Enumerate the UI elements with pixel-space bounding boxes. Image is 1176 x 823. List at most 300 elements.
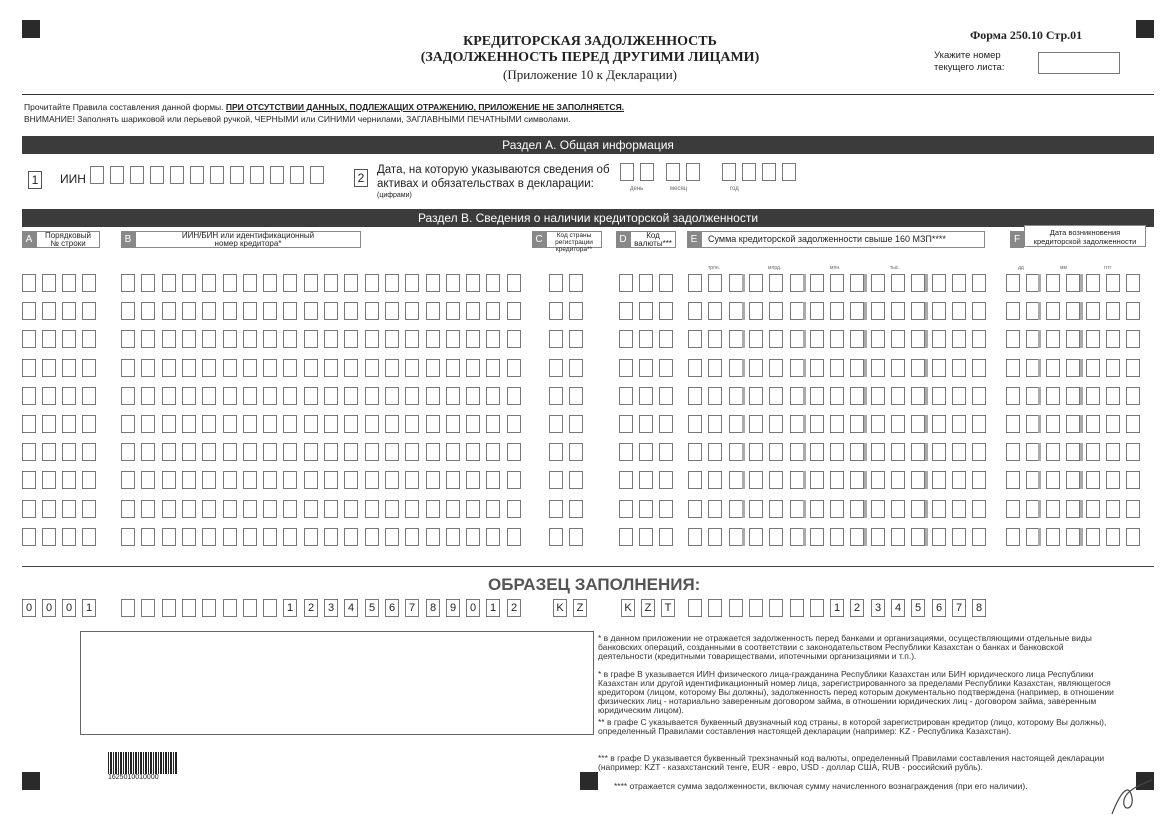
- row-number-cell[interactable]: [22, 330, 36, 348]
- amount-digit-cell[interactable]: [688, 330, 702, 348]
- amount-digit-cell[interactable]: [891, 359, 905, 377]
- creditor-id-cell[interactable]: [202, 387, 216, 405]
- amount-digit-cell[interactable]: [769, 500, 783, 518]
- creditor-id-cell[interactable]: [202, 471, 216, 489]
- date-cell[interactable]: [1086, 274, 1100, 292]
- amount-digit-cell[interactable]: [790, 302, 804, 320]
- date-cell[interactable]: [1006, 359, 1020, 377]
- currency-code-cell[interactable]: [659, 330, 673, 348]
- creditor-id-cell[interactable]: [446, 330, 460, 348]
- creditor-id-cell[interactable]: [446, 274, 460, 292]
- amount-digit-cell[interactable]: [830, 330, 844, 348]
- creditor-id-cell[interactable]: [141, 274, 155, 292]
- amount-digit-cell[interactable]: [790, 387, 804, 405]
- amount-digit-cell[interactable]: [972, 443, 986, 461]
- amount-digit-cell[interactable]: [830, 387, 844, 405]
- creditor-id-cell[interactable]: [283, 330, 297, 348]
- creditor-id-cell[interactable]: [446, 302, 460, 320]
- creditor-id-cell[interactable]: [202, 330, 216, 348]
- date-cell[interactable]: [1066, 500, 1080, 518]
- date-cell[interactable]: [1106, 500, 1120, 518]
- amount-digit-cell[interactable]: [790, 415, 804, 433]
- creditor-id-cell[interactable]: [263, 302, 277, 320]
- creditor-id-cell[interactable]: [263, 471, 277, 489]
- creditor-id-cell[interactable]: [182, 387, 196, 405]
- currency-code-cell[interactable]: [659, 528, 673, 546]
- creditor-id-cell[interactable]: [324, 359, 338, 377]
- creditor-id-cell[interactable]: [202, 359, 216, 377]
- amount-digit-cell[interactable]: [871, 359, 885, 377]
- amount-digit-cell[interactable]: [790, 274, 804, 292]
- amount-digit-cell[interactable]: [891, 387, 905, 405]
- currency-code-cell[interactable]: [639, 471, 653, 489]
- creditor-id-cell[interactable]: [426, 330, 440, 348]
- amount-digit-cell[interactable]: [830, 500, 844, 518]
- amount-digit-cell[interactable]: [871, 330, 885, 348]
- amount-digit-cell[interactable]: [769, 274, 783, 292]
- amount-digit-cell[interactable]: [891, 443, 905, 461]
- amount-digit-cell[interactable]: [688, 359, 702, 377]
- creditor-id-cell[interactable]: [121, 359, 135, 377]
- amount-digit-cell[interactable]: [749, 387, 763, 405]
- amount-digit-cell[interactable]: [769, 528, 783, 546]
- country-code-cell[interactable]: [549, 415, 563, 433]
- date-cell[interactable]: [1106, 528, 1120, 546]
- date-cell[interactable]: [1126, 359, 1140, 377]
- currency-code-cell[interactable]: [619, 415, 633, 433]
- creditor-id-cell[interactable]: [223, 330, 237, 348]
- creditor-id-cell[interactable]: [162, 359, 176, 377]
- creditor-id-cell[interactable]: [243, 359, 257, 377]
- creditor-id-cell[interactable]: [141, 415, 155, 433]
- row-number-cell[interactable]: [62, 528, 76, 546]
- amount-digit-cell[interactable]: [749, 274, 763, 292]
- creditor-id-cell[interactable]: [466, 528, 480, 546]
- amount-digit-cell[interactable]: [769, 415, 783, 433]
- creditor-id-cell[interactable]: [324, 500, 338, 518]
- amount-digit-cell[interactable]: [891, 500, 905, 518]
- creditor-id-cell[interactable]: [223, 443, 237, 461]
- amount-digit-cell[interactable]: [830, 274, 844, 292]
- amount-digit-cell[interactable]: [891, 528, 905, 546]
- amount-digit-cell[interactable]: [972, 471, 986, 489]
- amount-digit-cell[interactable]: [850, 415, 864, 433]
- creditor-id-cell[interactable]: [486, 415, 500, 433]
- creditor-id-cell[interactable]: [263, 330, 277, 348]
- currency-code-cell[interactable]: [639, 274, 653, 292]
- amount-digit-cell[interactable]: [972, 415, 986, 433]
- creditor-id-cell[interactable]: [283, 274, 297, 292]
- date-cell[interactable]: [1106, 387, 1120, 405]
- creditor-id-cell[interactable]: [426, 471, 440, 489]
- amount-digit-cell[interactable]: [688, 415, 702, 433]
- creditor-id-cell[interactable]: [385, 274, 399, 292]
- creditor-id-cell[interactable]: [365, 528, 379, 546]
- creditor-id-cell[interactable]: [365, 302, 379, 320]
- row-number-cell[interactable]: [62, 500, 76, 518]
- iin-digit-cell[interactable]: [130, 166, 144, 184]
- amount-digit-cell[interactable]: [708, 330, 722, 348]
- creditor-id-cell[interactable]: [283, 415, 297, 433]
- amount-digit-cell[interactable]: [871, 387, 885, 405]
- creditor-id-cell[interactable]: [426, 359, 440, 377]
- amount-digit-cell[interactable]: [790, 443, 804, 461]
- creditor-id-cell[interactable]: [466, 330, 480, 348]
- amount-digit-cell[interactable]: [871, 471, 885, 489]
- creditor-id-cell[interactable]: [162, 330, 176, 348]
- currency-code-cell[interactable]: [639, 500, 653, 518]
- date-cell[interactable]: [1126, 415, 1140, 433]
- currency-code-cell[interactable]: [639, 415, 653, 433]
- creditor-id-cell[interactable]: [344, 471, 358, 489]
- creditor-id-cell[interactable]: [162, 274, 176, 292]
- creditor-id-cell[interactable]: [202, 274, 216, 292]
- amount-digit-cell[interactable]: [952, 359, 966, 377]
- country-code-cell[interactable]: [549, 443, 563, 461]
- creditor-id-cell[interactable]: [243, 500, 257, 518]
- currency-code-cell[interactable]: [619, 471, 633, 489]
- amount-digit-cell[interactable]: [688, 500, 702, 518]
- amount-digit-cell[interactable]: [850, 500, 864, 518]
- currency-code-cell[interactable]: [639, 302, 653, 320]
- amount-digit-cell[interactable]: [952, 387, 966, 405]
- date-cell[interactable]: [1106, 274, 1120, 292]
- row-number-cell[interactable]: [62, 471, 76, 489]
- amount-digit-cell[interactable]: [810, 500, 824, 518]
- creditor-id-cell[interactable]: [202, 302, 216, 320]
- amount-digit-cell[interactable]: [932, 500, 946, 518]
- amount-digit-cell[interactable]: [850, 443, 864, 461]
- iin-digit-cell[interactable]: [310, 166, 324, 184]
- iin-digit-cell[interactable]: [110, 166, 124, 184]
- currency-code-cell[interactable]: [639, 359, 653, 377]
- row-number-cell[interactable]: [82, 528, 96, 546]
- row-number-cell[interactable]: [42, 443, 56, 461]
- creditor-id-cell[interactable]: [223, 500, 237, 518]
- creditor-id-cell[interactable]: [141, 302, 155, 320]
- row-number-cell[interactable]: [82, 415, 96, 433]
- country-code-cell[interactable]: [549, 387, 563, 405]
- country-code-cell[interactable]: [549, 330, 563, 348]
- creditor-id-cell[interactable]: [162, 415, 176, 433]
- creditor-id-cell[interactable]: [324, 274, 338, 292]
- creditor-id-cell[interactable]: [426, 387, 440, 405]
- amount-digit-cell[interactable]: [972, 274, 986, 292]
- creditor-id-cell[interactable]: [405, 528, 419, 546]
- date-digit-cell[interactable]: [620, 163, 634, 181]
- creditor-id-cell[interactable]: [446, 528, 460, 546]
- date-cell[interactable]: [1046, 443, 1060, 461]
- creditor-id-cell[interactable]: [344, 528, 358, 546]
- date-cell[interactable]: [1106, 415, 1120, 433]
- amount-digit-cell[interactable]: [972, 359, 986, 377]
- amount-digit-cell[interactable]: [952, 471, 966, 489]
- creditor-id-cell[interactable]: [486, 359, 500, 377]
- date-cell[interactable]: [1046, 330, 1060, 348]
- currency-code-cell[interactable]: [639, 387, 653, 405]
- creditor-id-cell[interactable]: [324, 330, 338, 348]
- amount-digit-cell[interactable]: [972, 528, 986, 546]
- amount-digit-cell[interactable]: [729, 415, 743, 433]
- date-cell[interactable]: [1106, 443, 1120, 461]
- amount-digit-cell[interactable]: [790, 528, 804, 546]
- creditor-id-cell[interactable]: [385, 471, 399, 489]
- amount-digit-cell[interactable]: [810, 528, 824, 546]
- creditor-id-cell[interactable]: [162, 471, 176, 489]
- amount-digit-cell[interactable]: [769, 443, 783, 461]
- country-code-cell[interactable]: [569, 330, 583, 348]
- row-number-cell[interactable]: [22, 443, 36, 461]
- amount-digit-cell[interactable]: [749, 528, 763, 546]
- row-number-cell[interactable]: [82, 302, 96, 320]
- amount-digit-cell[interactable]: [891, 415, 905, 433]
- amount-digit-cell[interactable]: [790, 359, 804, 377]
- creditor-id-cell[interactable]: [324, 415, 338, 433]
- amount-digit-cell[interactable]: [891, 471, 905, 489]
- amount-digit-cell[interactable]: [850, 387, 864, 405]
- amount-digit-cell[interactable]: [911, 528, 925, 546]
- amount-digit-cell[interactable]: [830, 359, 844, 377]
- creditor-id-cell[interactable]: [121, 471, 135, 489]
- date-cell[interactable]: [1106, 471, 1120, 489]
- row-number-cell[interactable]: [62, 415, 76, 433]
- amount-digit-cell[interactable]: [952, 330, 966, 348]
- creditor-id-cell[interactable]: [486, 330, 500, 348]
- amount-digit-cell[interactable]: [911, 359, 925, 377]
- creditor-id-cell[interactable]: [405, 302, 419, 320]
- creditor-id-cell[interactable]: [121, 330, 135, 348]
- creditor-id-cell[interactable]: [466, 274, 480, 292]
- creditor-id-cell[interactable]: [202, 528, 216, 546]
- creditor-id-cell[interactable]: [283, 359, 297, 377]
- amount-digit-cell[interactable]: [729, 330, 743, 348]
- creditor-id-cell[interactable]: [283, 471, 297, 489]
- creditor-id-cell[interactable]: [446, 471, 460, 489]
- creditor-id-cell[interactable]: [223, 359, 237, 377]
- row-number-cell[interactable]: [22, 387, 36, 405]
- country-code-cell[interactable]: [569, 443, 583, 461]
- row-number-cell[interactable]: [82, 443, 96, 461]
- creditor-id-cell[interactable]: [426, 528, 440, 546]
- currency-code-cell[interactable]: [619, 528, 633, 546]
- creditor-id-cell[interactable]: [263, 528, 277, 546]
- row-number-cell[interactable]: [62, 274, 76, 292]
- amount-digit-cell[interactable]: [810, 443, 824, 461]
- date-cell[interactable]: [1126, 443, 1140, 461]
- row-number-cell[interactable]: [62, 387, 76, 405]
- creditor-id-cell[interactable]: [344, 330, 358, 348]
- creditor-id-cell[interactable]: [426, 443, 440, 461]
- row-number-cell[interactable]: [22, 274, 36, 292]
- creditor-id-cell[interactable]: [466, 443, 480, 461]
- date-cell[interactable]: [1126, 500, 1140, 518]
- creditor-id-cell[interactable]: [223, 387, 237, 405]
- creditor-id-cell[interactable]: [121, 274, 135, 292]
- currency-code-cell[interactable]: [639, 443, 653, 461]
- amount-digit-cell[interactable]: [769, 302, 783, 320]
- iin-digit-cell[interactable]: [230, 166, 244, 184]
- date-cell[interactable]: [1086, 330, 1100, 348]
- amount-digit-cell[interactable]: [708, 359, 722, 377]
- row-number-cell[interactable]: [22, 528, 36, 546]
- creditor-id-cell[interactable]: [182, 471, 196, 489]
- creditor-id-cell[interactable]: [466, 387, 480, 405]
- country-code-cell[interactable]: [569, 528, 583, 546]
- date-cell[interactable]: [1126, 274, 1140, 292]
- row-number-cell[interactable]: [82, 359, 96, 377]
- creditor-id-cell[interactable]: [223, 274, 237, 292]
- date-cell[interactable]: [1046, 359, 1060, 377]
- currency-code-cell[interactable]: [659, 387, 673, 405]
- date-cell[interactable]: [1046, 528, 1060, 546]
- amount-digit-cell[interactable]: [708, 528, 722, 546]
- date-cell[interactable]: [1126, 302, 1140, 320]
- creditor-id-cell[interactable]: [182, 415, 196, 433]
- date-cell[interactable]: [1126, 528, 1140, 546]
- creditor-id-cell[interactable]: [243, 471, 257, 489]
- creditor-id-cell[interactable]: [304, 359, 318, 377]
- amount-digit-cell[interactable]: [911, 500, 925, 518]
- creditor-id-cell[interactable]: [182, 500, 196, 518]
- date-cell[interactable]: [1086, 302, 1100, 320]
- amount-digit-cell[interactable]: [871, 274, 885, 292]
- currency-code-cell[interactable]: [639, 330, 653, 348]
- amount-digit-cell[interactable]: [850, 274, 864, 292]
- creditor-id-cell[interactable]: [304, 274, 318, 292]
- creditor-id-cell[interactable]: [507, 443, 521, 461]
- iin-digit-cell[interactable]: [170, 166, 184, 184]
- date-cell[interactable]: [1046, 302, 1060, 320]
- creditor-id-cell[interactable]: [486, 443, 500, 461]
- creditor-id-cell[interactable]: [405, 330, 419, 348]
- row-number-cell[interactable]: [82, 330, 96, 348]
- creditor-id-cell[interactable]: [202, 443, 216, 461]
- row-number-cell[interactable]: [42, 471, 56, 489]
- amount-digit-cell[interactable]: [911, 274, 925, 292]
- amount-digit-cell[interactable]: [708, 471, 722, 489]
- creditor-id-cell[interactable]: [202, 500, 216, 518]
- creditor-id-cell[interactable]: [141, 387, 155, 405]
- row-number-cell[interactable]: [82, 387, 96, 405]
- date-cell[interactable]: [1126, 471, 1140, 489]
- amount-digit-cell[interactable]: [891, 330, 905, 348]
- creditor-id-cell[interactable]: [162, 387, 176, 405]
- amount-digit-cell[interactable]: [932, 274, 946, 292]
- creditor-id-cell[interactable]: [223, 302, 237, 320]
- creditor-id-cell[interactable]: [304, 330, 318, 348]
- country-code-cell[interactable]: [549, 359, 563, 377]
- creditor-id-cell[interactable]: [121, 302, 135, 320]
- creditor-id-cell[interactable]: [507, 359, 521, 377]
- amount-digit-cell[interactable]: [688, 387, 702, 405]
- date-cell[interactable]: [1086, 443, 1100, 461]
- currency-code-cell[interactable]: [639, 528, 653, 546]
- currency-code-cell[interactable]: [619, 274, 633, 292]
- creditor-id-cell[interactable]: [446, 500, 460, 518]
- amount-digit-cell[interactable]: [952, 274, 966, 292]
- creditor-id-cell[interactable]: [202, 415, 216, 433]
- row-number-cell[interactable]: [42, 330, 56, 348]
- amount-digit-cell[interactable]: [729, 528, 743, 546]
- creditor-id-cell[interactable]: [243, 387, 257, 405]
- amount-digit-cell[interactable]: [850, 302, 864, 320]
- iin-digit-cell[interactable]: [190, 166, 204, 184]
- creditor-id-cell[interactable]: [304, 415, 318, 433]
- creditor-id-cell[interactable]: [283, 302, 297, 320]
- creditor-id-cell[interactable]: [507, 274, 521, 292]
- creditor-id-cell[interactable]: [507, 471, 521, 489]
- currency-code-cell[interactable]: [619, 387, 633, 405]
- amount-digit-cell[interactable]: [810, 471, 824, 489]
- amount-digit-cell[interactable]: [729, 443, 743, 461]
- date-cell[interactable]: [1046, 500, 1060, 518]
- row-number-cell[interactable]: [42, 302, 56, 320]
- date-cell[interactable]: [1046, 387, 1060, 405]
- amount-digit-cell[interactable]: [769, 330, 783, 348]
- amount-digit-cell[interactable]: [871, 415, 885, 433]
- country-code-cell[interactable]: [569, 359, 583, 377]
- creditor-id-cell[interactable]: [263, 443, 277, 461]
- creditor-id-cell[interactable]: [283, 500, 297, 518]
- amount-digit-cell[interactable]: [729, 302, 743, 320]
- date-cell[interactable]: [1066, 415, 1080, 433]
- currency-code-cell[interactable]: [659, 471, 673, 489]
- amount-digit-cell[interactable]: [729, 500, 743, 518]
- amount-digit-cell[interactable]: [708, 415, 722, 433]
- amount-digit-cell[interactable]: [972, 387, 986, 405]
- creditor-id-cell[interactable]: [405, 443, 419, 461]
- creditor-id-cell[interactable]: [344, 500, 358, 518]
- currency-code-cell[interactable]: [659, 359, 673, 377]
- creditor-id-cell[interactable]: [162, 443, 176, 461]
- amount-digit-cell[interactable]: [790, 330, 804, 348]
- date-cell[interactable]: [1006, 330, 1020, 348]
- amount-digit-cell[interactable]: [850, 471, 864, 489]
- row-number-cell[interactable]: [82, 500, 96, 518]
- creditor-id-cell[interactable]: [507, 528, 521, 546]
- creditor-id-cell[interactable]: [486, 387, 500, 405]
- row-number-cell[interactable]: [42, 359, 56, 377]
- amount-digit-cell[interactable]: [830, 528, 844, 546]
- amount-digit-cell[interactable]: [911, 330, 925, 348]
- creditor-id-cell[interactable]: [283, 528, 297, 546]
- creditor-id-cell[interactable]: [486, 302, 500, 320]
- date-cell[interactable]: [1086, 387, 1100, 405]
- creditor-id-cell[interactable]: [385, 359, 399, 377]
- amount-digit-cell[interactable]: [891, 302, 905, 320]
- amount-digit-cell[interactable]: [810, 387, 824, 405]
- amount-digit-cell[interactable]: [749, 471, 763, 489]
- currency-code-cell[interactable]: [619, 443, 633, 461]
- row-number-cell[interactable]: [22, 500, 36, 518]
- date-cell[interactable]: [1066, 387, 1080, 405]
- amount-digit-cell[interactable]: [688, 302, 702, 320]
- creditor-id-cell[interactable]: [324, 471, 338, 489]
- country-code-cell[interactable]: [549, 274, 563, 292]
- creditor-id-cell[interactable]: [121, 443, 135, 461]
- amount-digit-cell[interactable]: [871, 302, 885, 320]
- country-code-cell[interactable]: [549, 471, 563, 489]
- row-number-cell[interactable]: [62, 443, 76, 461]
- creditor-id-cell[interactable]: [223, 528, 237, 546]
- creditor-id-cell[interactable]: [486, 274, 500, 292]
- iin-digit-cell[interactable]: [150, 166, 164, 184]
- country-code-cell[interactable]: [549, 500, 563, 518]
- currency-code-cell[interactable]: [659, 274, 673, 292]
- creditor-id-cell[interactable]: [182, 274, 196, 292]
- date-digit-cell[interactable]: [782, 163, 796, 181]
- date-digit-cell[interactable]: [742, 163, 756, 181]
